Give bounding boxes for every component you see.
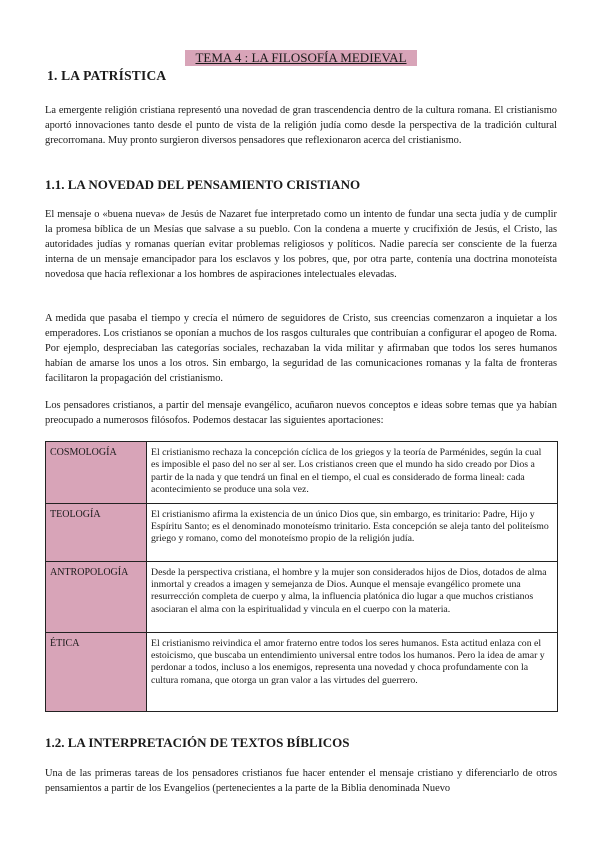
table-row (46, 561, 558, 632)
table-row (46, 632, 558, 711)
row-label: ANTROPOLOGÍA (46, 561, 147, 632)
paragraph-emperadores: A medida que pasaba el tiempo y crecía el número de seguidores de Cristo, sus creencias comenzaron a inquietar a los emperadores. Los cristianos se oponían a muchos de los rasgos culturales que contribuían a configurar el apogeo de Roma. Por ejemplo, despreciaban las categorías sociales, rechazaban la vida militar y afirmaban que todos los seres humanos habían de amarse los unos a los otros. Sin embargo, la seguridad de las comunicaciones romanas y la falta de fronteras facilitaron la propagación del cristianismo. (45, 313, 557, 384)
heading-interpretacion: 1.2. LA INTERPRETACIÓN DE TEXTOS BÍBLICOS (45, 735, 350, 750)
row-label: ÉTICA (46, 632, 147, 711)
aportaciones-table (45, 441, 558, 712)
intro-paragraph: La emergente religión cristiana representó una novedad de gran trascendencia dentro de la cultura romana. El cristianismo aportó innovaciones tanto desde el punto de vista de la religión judía como desde la perspectiva de la tradición cultural grecorromana. Muy pronto surgieron diversos pensadores que reflexionaron acerca del cristianismo. (45, 105, 557, 146)
table-row (46, 442, 558, 504)
table-row (46, 503, 558, 561)
row-text: El cristianismo rechaza la concepción cíclica de los griegos y la teoría de Parménides, según la cual es imposible el paso del no ser al ser. Los cristianos creen que el mundo ha sido creado por Dios a partir de la nada y que tendrá un final en el tiempo, el cual es considerado de forma lineal: cada acontecimiento se produce una sola vez. (147, 442, 558, 504)
document-title: TEMA 4 : LA FILOSOFÍA MEDIEVAL (185, 50, 417, 66)
paragraph-mensaje: El mensaje o «buena nueva» de Jesús de Nazaret fue interpretado como un intento de fundar una secta judía y de cumplir la promesa bíblica de un Mesías que salvase a su pueblo. Con la condena a muerte y crucifixión de Jesús, el Cristo, las autoridades judías y romanas querían evitar problemas religiosos y políticos. Nadie parecía ser consciente de la fuerza interna de un mensaje emancipador para los esclavos y los pobres, que, por otra parte, contenía una doctrina monoteísta novedosa que hacía reflexionar a los hombres de aspiraciones intelectuales elevadas. (45, 209, 557, 280)
row-label: COSMOLOGÍA (46, 442, 147, 504)
row-text: El cristianismo reivindica el amor fraterno entre todos los seres humanos. Esta actitud enlaza con el estoicismo, que buscaba un entendimiento universal entre todos los humanos. Pero la idea de amar y perdonar a todos, incluso a los enemigos, representa una novedad y choca profundamente con la cultura romana, que otorga un gran valor a las virtudes del guerrero. (147, 632, 558, 711)
heading-novedad: 1.1. LA NOVEDAD DEL PENSAMIENTO CRISTIANO (45, 177, 361, 192)
row-label: TEOLOGÍA (46, 503, 147, 561)
row-text: Desde la perspectiva cristiana, el hombre y la mujer son considerados hijos de Dios, dotados de alma inmortal y creados a imagen y semejanza de Dios. Aunque el mensaje evangélico promete una resurrección completa de cuerpo y alma, la influencia platónica dio lugar a que muchos cristianos asociaran el alma con la espiritualidad y vincula en el cuerpo con la materia. (147, 561, 558, 632)
row-text: El cristianismo afirma la existencia de un único Dios que, sin embargo, es trinitario: Padre, Hijo y Espíritu Santo; es el denominado monoteísmo trinitario. Esta concepción se aleja tanto del politeísmo griego y romano, como del monoteísmo propio de la religión judía. (147, 503, 558, 561)
paragraph-interpretacion: Una de las primeras tareas de los pensadores cristianos fue hacer entender el mensaje cristiano y diferenciarlo de otros pensamientos a partir de los Evangelios (pertenecientes a la parte de la Biblia denominada Nuevo (45, 768, 557, 794)
heading-patristica: 1. LA PATRÍSTICA (47, 68, 167, 83)
paragraph-aportaciones: Los pensadores cristianos, a partir del mensaje evangélico, acuñaron nuevos conceptos e ideas sobre temas que ya habían preocupado a numerosos filósofos. Podemos destacar las siguientes aportaciones: (45, 400, 557, 426)
